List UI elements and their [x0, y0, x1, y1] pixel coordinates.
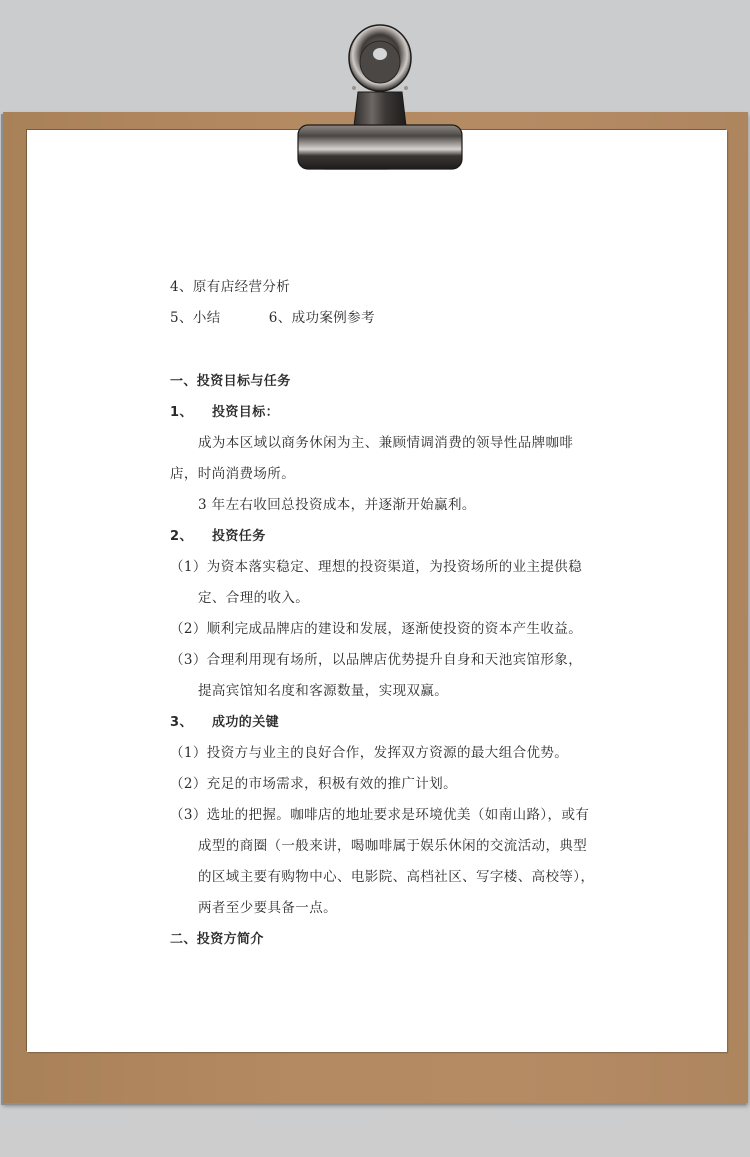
subsection-heading-tasks	[170, 521, 590, 552]
list-item-line: （1）投资方与业主的良好合作，发挥双方资源的最大组合优势。	[170, 745, 569, 761]
subsection-number: 3、	[170, 715, 193, 730]
subsection-heading-goals	[170, 397, 590, 428]
list-item-line: （2）顺利完成品牌店的建设和发展，逐渐使投资的资本产生收益。	[170, 621, 583, 637]
subsection-title: 投资任务	[212, 529, 266, 544]
subsection-heading-keys	[170, 707, 590, 738]
subsection-number: 1、	[170, 405, 193, 420]
list-item-line: （3）选址的把握。咖啡店的地址要求是环境优美（如南山路），或有	[170, 807, 590, 823]
toc-item-5: 5、小结	[170, 310, 221, 326]
list-item-line: （2）充足的市场需求，积极有效的推广计划。	[170, 776, 457, 792]
subsection-title: 投资目标：	[212, 405, 280, 420]
paragraph-line: 3 年左右收回总投资成本，并逐渐开始赢利。	[198, 497, 476, 513]
list-item-line: 的区域主要有购物中心、电影院、高档社区、写字楼、高校等），	[198, 869, 595, 885]
toc-item-4: 4、原有店经营分析	[170, 279, 291, 295]
subsection-number: 2、	[170, 529, 193, 544]
section-heading-2: 二、投资方简介	[170, 932, 264, 947]
subsection-title: 成功的关键	[212, 715, 280, 730]
list-item-line: 成型的商圈（一般来讲，喝咖啡属于娱乐休闲的交流活动，典型	[198, 838, 588, 854]
list-item-line: （3）合理利用现有场所，以品牌店优势提升自身和天池宾馆形象，	[170, 652, 583, 668]
paragraph-line: 店，时尚消费场所。	[170, 466, 296, 482]
list-item-line: 两者至少要具备一点。	[198, 900, 337, 916]
list-item-line: 定、合理的收入。	[198, 590, 310, 606]
toc-item-6: 6、成功案例参考	[268, 310, 375, 326]
section-heading-1: 一、投资目标与任务	[170, 374, 291, 389]
list-item-line: 提高宾馆知名度和客源数量，实现双赢。	[198, 683, 449, 699]
binder-clip-icon	[296, 22, 464, 170]
toc-row	[170, 303, 590, 334]
paragraph-line: 成为本区域以商务休闲为主、兼顾情调消费的领导性品牌咖啡	[198, 435, 574, 451]
document-body	[170, 272, 595, 955]
list-item-line: （1）为资本落实稳定、理想的投资渠道，为投资场所的业主提供稳	[170, 559, 583, 575]
